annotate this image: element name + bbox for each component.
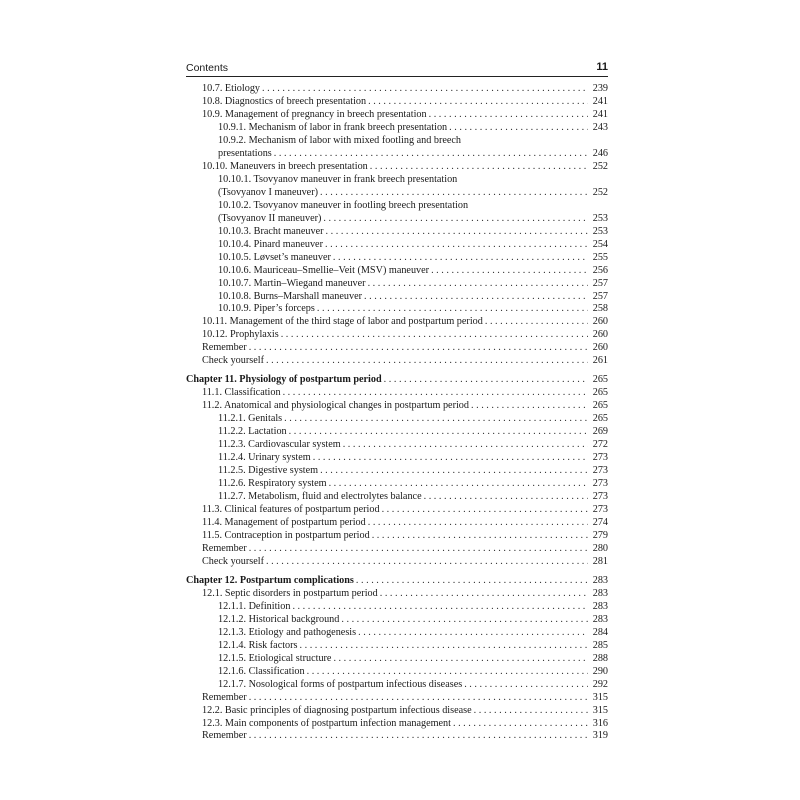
toc-entry-page: 273 [592, 504, 608, 515]
dot-leader [368, 517, 588, 530]
toc-entry[interactable] [186, 426, 608, 439]
toc-entry-label: 12.1. Septic disorders in postpartum period [202, 587, 378, 599]
toc-entry-label: 12.3. Main components of postpartum infection management [202, 717, 451, 729]
toc-entry-page: 281 [592, 555, 608, 567]
toc-entry-page: 273 [592, 478, 608, 490]
toc-entry-page: 285 [592, 639, 608, 651]
toc-entry[interactable] [186, 187, 608, 200]
dot-leader [283, 387, 588, 400]
toc-entry[interactable] [186, 556, 608, 569]
toc-entry-page: 256 [592, 264, 608, 276]
dot-leader [343, 439, 588, 452]
toc-entry-page: 252 [592, 186, 608, 198]
dot-leader [485, 316, 588, 329]
toc-entry-page: 284 [592, 626, 608, 638]
toc-entry-page: 260 [592, 342, 608, 354]
dot-leader [323, 213, 588, 226]
toc-entry[interactable] [186, 517, 608, 530]
dot-leader [449, 122, 588, 135]
toc-entry[interactable] [186, 122, 608, 135]
toc-entry-label: 11.2.1. Genitals [218, 413, 283, 425]
toc-entry-label: 10.10. Maneuvers in breech presentation [202, 160, 368, 172]
dot-leader [307, 666, 588, 679]
dot-leader [474, 705, 588, 718]
toc-entry[interactable] [186, 718, 608, 731]
toc-entry[interactable] [186, 705, 608, 718]
header-rule [186, 76, 608, 77]
dot-leader [341, 614, 588, 627]
toc-entry-label: 10.10.8. Burns–Marshall maneuver [218, 290, 363, 302]
toc-entry-page: 243 [592, 121, 608, 133]
toc-entry-label: 12.1.1. Definition [218, 600, 291, 612]
toc-entry-label: 11.2.5. Digestive system [218, 465, 319, 477]
toc-entry-page: 319 [592, 730, 608, 742]
toc-entry-page: 283 [592, 613, 608, 625]
dot-leader [382, 504, 588, 517]
dot-leader [320, 465, 588, 478]
toc-entry[interactable] [186, 342, 608, 355]
dot-leader [380, 588, 588, 601]
dot-leader [249, 342, 588, 355]
toc-entry-page: 254 [592, 238, 608, 250]
dot-leader [289, 426, 588, 439]
dot-leader [368, 278, 588, 291]
toc-entry-page: 288 [592, 652, 608, 664]
toc-entry-label: 12.1.6. Classification [218, 665, 305, 677]
toc-entry-label: 10.9.2. Mechanism of labor with mixed footling and breech [218, 134, 462, 146]
dot-leader [284, 413, 588, 426]
toc-entry[interactable] [186, 413, 608, 426]
dot-leader [358, 627, 588, 640]
toc-entry[interactable] [186, 400, 608, 413]
toc-entry-page: 252 [592, 160, 608, 172]
toc-chapter-entry[interactable] [186, 575, 608, 588]
toc-entry-page: 283 [592, 574, 608, 586]
toc-entry-page: 316 [592, 717, 608, 729]
toc-entry[interactable] [186, 530, 608, 543]
toc-entry[interactable] [186, 452, 608, 465]
toc-entry-page: 265 [592, 374, 608, 386]
toc-entry-page: 239 [592, 83, 608, 94]
toc-entry-label: 12.1.2. Historical background [218, 613, 340, 625]
dot-leader [325, 239, 588, 252]
toc-entry-label: 11.2.6. Respiratory system [218, 478, 327, 490]
toc-entry[interactable] [186, 692, 608, 705]
toc-entry-label: 10.9. Management of pregnancy in breech presentation [202, 108, 427, 120]
toc-entry-label: 11.2. Anatomical and physiological changes in postpartum period [202, 400, 469, 412]
toc-entry-page: 260 [592, 316, 608, 328]
toc-entry-label: 10.10.3. Bracht maneuver [218, 225, 324, 237]
toc-entry-label: 11.3. Clinical features of postpartum period [202, 504, 380, 515]
toc-entry-page: 280 [592, 542, 608, 554]
toc-entry-label: 11.2.4. Urinary system [218, 452, 311, 464]
toc-entry-label: 10.9.1. Mechanism of labor in frank breech presentation [218, 121, 448, 133]
toc-entry-page: 292 [592, 678, 608, 690]
toc-entry-page: 273 [592, 452, 608, 464]
toc-entry-page: 253 [592, 225, 608, 237]
toc-entry-label: Chapter 12. Postpartum complications [186, 574, 354, 586]
dot-leader [333, 653, 588, 666]
toc-entry[interactable] [186, 239, 608, 252]
toc-entry[interactable] [186, 588, 608, 601]
toc-entry-label: Remember [202, 342, 247, 354]
toc-entry-page: 269 [592, 426, 608, 438]
dot-leader [356, 575, 588, 588]
toc-entry-label: Remember [202, 730, 247, 742]
toc-entry-page: 283 [592, 587, 608, 599]
toc-entry-label: 10.12. Prophylaxis [202, 329, 279, 341]
dot-leader [274, 148, 588, 161]
toc-entry[interactable] [186, 465, 608, 478]
toc-entry-page: 273 [592, 491, 608, 503]
toc-chapter-entry[interactable] [186, 374, 608, 387]
toc-entry-page: 258 [592, 303, 608, 315]
toc-entry[interactable] [186, 303, 608, 316]
dot-leader [333, 252, 588, 265]
toc-entry-page: 315 [592, 691, 608, 703]
toc-entry-page: 260 [592, 329, 608, 341]
toc-entry[interactable] [186, 109, 608, 122]
toc-entry-label: 12.2. Basic principles of diagnosing postpartum infectious disease [202, 704, 472, 716]
dot-leader [384, 374, 588, 387]
dot-leader [300, 640, 588, 653]
toc-entry[interactable] [186, 291, 608, 304]
toc-entry[interactable] [186, 316, 608, 329]
toc-entry-page: 315 [592, 704, 608, 716]
toc-entry-label: 11.1. Classification [202, 387, 281, 399]
dot-leader [372, 530, 588, 543]
toc-entry-label: Remember [202, 691, 247, 703]
toc-entry[interactable] [186, 96, 608, 109]
toc-entry-page: 241 [592, 108, 608, 120]
toc-entry[interactable] [186, 174, 608, 187]
toc-entry-page: 265 [592, 413, 608, 425]
toc-entry-page: 257 [592, 290, 608, 302]
toc-entry-page: 241 [592, 95, 608, 107]
dot-leader [266, 355, 588, 368]
toc-entry-page: 261 [592, 355, 608, 367]
toc-entry[interactable] [186, 640, 608, 653]
toc-entry-label: 10.7. Etiology [202, 83, 261, 94]
toc-entry-page: 279 [592, 529, 608, 541]
toc-entry[interactable] [186, 135, 608, 148]
toc-entry-label: Chapter 11. Physiology of postpartum period [186, 374, 382, 386]
dot-leader [431, 265, 588, 278]
toc-entry[interactable] [186, 666, 608, 679]
toc-entry-label: 10.10.2. Tsovyanov maneuver in footling breech presentation [218, 199, 469, 211]
toc-entry-label: 11.4. Management of postpartum period [202, 516, 366, 528]
dot-leader [249, 730, 588, 743]
toc-entry[interactable] [186, 278, 608, 291]
toc-entry[interactable] [186, 148, 608, 161]
toc-entry-page: 246 [592, 147, 608, 159]
toc-entry[interactable] [186, 730, 608, 743]
dot-leader [329, 478, 588, 491]
dot-leader [326, 226, 588, 239]
toc-entry[interactable] [186, 653, 608, 666]
toc-entry-label: 12.1.3. Etiology and pathogenesis [218, 626, 357, 638]
toc-entry-label: Check yourself [202, 355, 264, 367]
toc-entry-page: 257 [592, 277, 608, 289]
toc-entry-page: 274 [592, 516, 608, 528]
toc-entry[interactable] [186, 543, 608, 556]
dot-leader [281, 329, 588, 342]
toc-entry[interactable] [186, 200, 608, 213]
toc-entry[interactable] [186, 478, 608, 491]
toc-entry-label: 10.10.6. Mauriceau–Smellie–Veit (MSV) maneuver [218, 264, 430, 276]
toc-entry-label: (Tsovyanov II maneuver) [218, 212, 322, 224]
toc-entry[interactable] [186, 627, 608, 640]
toc-entry-page: 273 [592, 465, 608, 477]
header-page-number: 11 [596, 61, 608, 73]
dot-leader [364, 291, 588, 304]
dot-leader [262, 83, 588, 96]
dot-leader [368, 96, 588, 109]
toc-entry-page: 290 [592, 665, 608, 677]
toc-entry[interactable] [186, 601, 608, 614]
toc-entry[interactable] [186, 387, 608, 400]
toc-entry-label: Check yourself [202, 555, 264, 567]
toc-entry-label: Remember [202, 542, 247, 554]
toc-entry-label: 11.2.2. Lactation [218, 426, 287, 438]
dot-leader [320, 187, 588, 200]
toc-entry-label: 10.10.1. Tsovyanov maneuver in frank breech presentation [218, 173, 458, 185]
toc-entry-page: 255 [592, 251, 608, 263]
dot-leader [313, 452, 588, 465]
dot-leader [317, 303, 588, 316]
toc-entry[interactable] [186, 504, 608, 517]
dot-leader [453, 718, 588, 731]
header-title: Contents [186, 62, 229, 74]
toc-entry-label: 12.1.7. Nosological forms of postpartum infectious diseases [218, 678, 463, 690]
toc-entry-page: 253 [592, 212, 608, 224]
toc-entry-label: 10.10.5. Løvset’s maneuver [218, 251, 331, 263]
table-of-contents [186, 83, 608, 743]
toc-entry-page: 272 [592, 439, 608, 451]
toc-entry-label: 10.10.4. Pinard maneuver [218, 238, 323, 250]
dot-leader [292, 601, 588, 614]
toc-entry-label: presentations [218, 147, 272, 159]
toc-entry-label: 12.1.4. Risk factors [218, 639, 298, 651]
toc-entry-label: (Tsovyanov I maneuver) [218, 186, 318, 198]
toc-entry-page: 283 [592, 600, 608, 612]
toc-entry-label: 10.11. Management of the third stage of labor and postpartum period [202, 316, 483, 328]
toc-entry-label: 10.10.9. Piper’s forceps [218, 303, 315, 315]
dot-leader [249, 543, 588, 556]
toc-entry[interactable] [186, 83, 608, 96]
toc-entry-label: 11.2.7. Metabolism, fluid and electrolytes balance [218, 491, 422, 503]
toc-entry-label: 10.8. Diagnostics of breech presentation [202, 95, 367, 107]
toc-entry[interactable] [186, 265, 608, 278]
toc-entry-label: 11.5. Contraception in postpartum period [202, 529, 370, 541]
toc-entry[interactable] [186, 679, 608, 692]
toc-entry[interactable] [186, 439, 608, 452]
toc-entry[interactable] [186, 226, 608, 239]
dot-leader [429, 109, 588, 122]
toc-entry[interactable] [186, 213, 608, 226]
toc-entry[interactable] [186, 161, 608, 174]
dot-leader [464, 679, 588, 692]
toc-entry-page: 265 [592, 400, 608, 412]
contents-page [186, 58, 608, 743]
toc-entry-page: 265 [592, 387, 608, 399]
dot-leader [249, 692, 588, 705]
running-header [186, 58, 608, 76]
toc-entry-label: 10.10.7. Martin–Wiegand maneuver [218, 277, 366, 289]
toc-entry[interactable] [186, 491, 608, 504]
toc-entry[interactable] [186, 252, 608, 265]
toc-entry[interactable] [186, 355, 608, 368]
toc-entry-label: 11.2.3. Cardiovascular system [218, 439, 341, 451]
toc-entry[interactable] [186, 614, 608, 627]
dot-leader [370, 161, 588, 174]
toc-entry[interactable] [186, 329, 608, 342]
dot-leader [424, 491, 588, 504]
dot-leader [471, 400, 588, 413]
dot-leader [266, 556, 588, 569]
toc-entry-label: 12.1.5. Etiological structure [218, 652, 332, 664]
